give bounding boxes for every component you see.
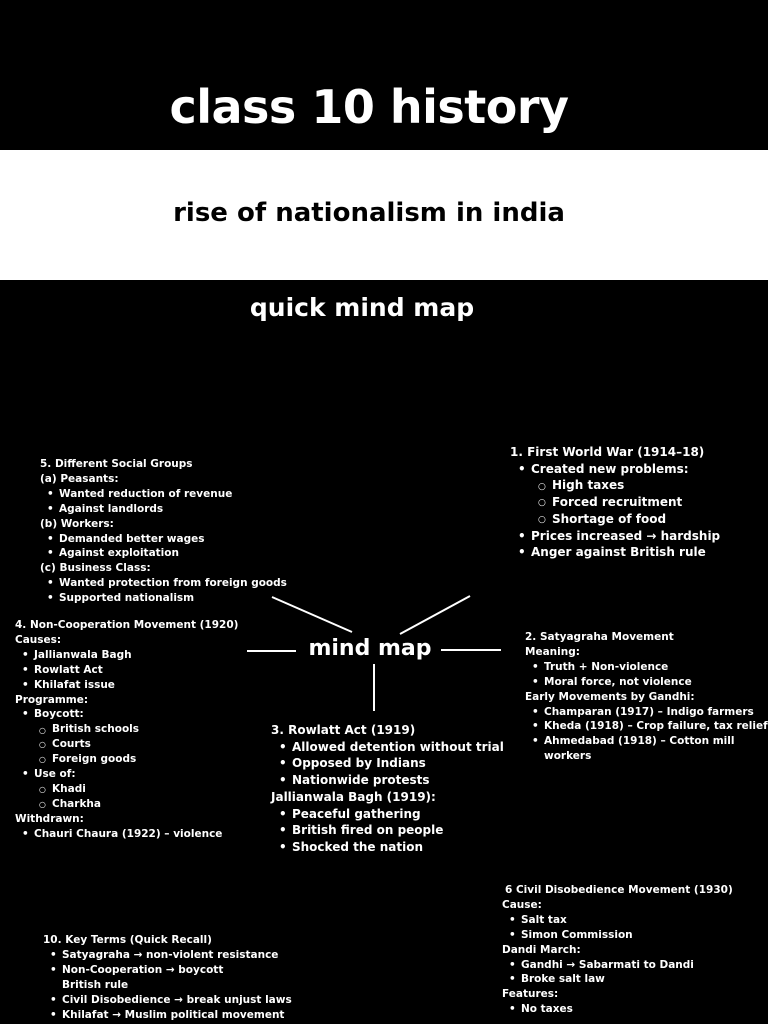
list-item: • Civil Disobedience → break unjust laws [43, 993, 283, 1008]
list-item: • Nationwide protests [271, 772, 504, 789]
list-item: • Simon Commission [502, 928, 733, 943]
label: (c) Business Class: [40, 562, 151, 575]
label: Meaning: [525, 645, 580, 658]
node-title: 5. Different Social Groups [40, 458, 193, 470]
list-item: • Ahmedabad (1918) – Cotton mill workers [525, 734, 740, 764]
list-item: ○ Forced recruitment [510, 494, 720, 511]
node-social-groups [40, 457, 287, 606]
list-item: • Non-Cooperation → boycott British rule [43, 963, 262, 993]
node-key-terms [43, 933, 292, 1022]
node-title: 1. First World War (1914–18) [510, 445, 705, 459]
node-civil-disobedience [502, 883, 733, 1017]
list-item: • Created new problems: [510, 461, 720, 478]
node-title: 10. Key Terms (Quick Recall) [43, 934, 212, 946]
list-item: • Peaceful gathering [271, 806, 504, 823]
node-non-cooperation [15, 618, 238, 842]
list-item: • No taxes [502, 1002, 733, 1017]
connector-node1 [400, 596, 470, 634]
page-subtitle: rise of nationalism in india [173, 198, 565, 228]
list-item: ○ Charkha [15, 797, 238, 812]
label: (a) Peasants: [40, 472, 119, 485]
list-item: • Supported nationalism [40, 591, 287, 606]
node-rowlatt-act [271, 722, 504, 856]
list-item: • Kheda (1918) – Crop failure, tax relief [525, 719, 761, 734]
list-item: ○ Shortage of food [510, 511, 720, 528]
label: Jallianwala Bagh (1919): [271, 789, 436, 804]
node-title: 2. Satyagraha Movement [525, 631, 674, 643]
list-item: • Gandhi → Sabarmati to Dandi [502, 958, 733, 973]
node-title: 6 Civil Disobedience Movement (1930) [505, 884, 733, 896]
list-item: • Khilafat → Muslim political movement [43, 1008, 283, 1023]
node-satyagraha [525, 630, 768, 764]
list-item: • Use of: [15, 767, 238, 782]
node-first-world-war [510, 444, 720, 561]
label: (b) Workers: [40, 517, 114, 530]
list-item: • Against landlords [40, 502, 287, 517]
label: Withdrawn: [15, 812, 84, 825]
list-item: • Salt tax [502, 913, 733, 928]
list-item: • Champaran (1917) – Indigo farmers [525, 705, 761, 720]
list-item: • Rowlatt Act [15, 663, 238, 678]
list-item: • Anger against British rule [510, 544, 720, 561]
label: Causes: [15, 633, 62, 646]
list-item: • Jallianwala Bagh [15, 648, 238, 663]
section-heading: quick mind map [249, 293, 475, 322]
list-item: • Broke salt law [502, 972, 733, 987]
page-title: class 10 history [169, 80, 569, 134]
list-item: • Shocked the nation [271, 839, 504, 856]
list-item: ○ Foreign goods [15, 752, 238, 767]
list-item: • Moral force, not violence [525, 675, 761, 690]
node-title: 3. Rowlatt Act (1919) [271, 723, 416, 737]
list-item: • Wanted reduction of revenue [40, 487, 287, 502]
list-item: • Against exploitation [40, 546, 287, 561]
list-item: • Wanted protection from foreign goods [40, 576, 287, 591]
label: Cause: [502, 898, 542, 911]
label: Early Movements by Gandhi: [525, 690, 695, 703]
mind-map-center: mind map [308, 636, 432, 661]
list-item: • Demanded better wages [40, 532, 287, 547]
list-item: • Prices increased → hardship [510, 528, 720, 545]
list-item: • Opposed by Indians [271, 755, 504, 772]
list-item: • Satyagraha → non-violent resistance [43, 948, 283, 963]
list-item: • Chauri Chaura (1922) – violence [15, 827, 238, 842]
list-item: ○ British schools [15, 722, 238, 737]
node-title: 4. Non-Cooperation Movement (1920) [15, 619, 239, 631]
list-item: • Khilafat issue [15, 678, 238, 693]
list-item: • Truth + Non-violence [525, 660, 761, 675]
list-item: ○ Courts [15, 737, 238, 752]
label: Programme: [15, 693, 89, 706]
label: Dandi March: [502, 943, 581, 956]
list-item: • Allowed detention without trial [271, 739, 504, 756]
list-item: ○ Khadi [15, 782, 238, 797]
list-item: ○ High taxes [510, 477, 720, 494]
list-item: • Boycott: [15, 707, 238, 722]
list-item: • British fired on people [271, 822, 504, 839]
label: Features: [502, 988, 559, 1001]
